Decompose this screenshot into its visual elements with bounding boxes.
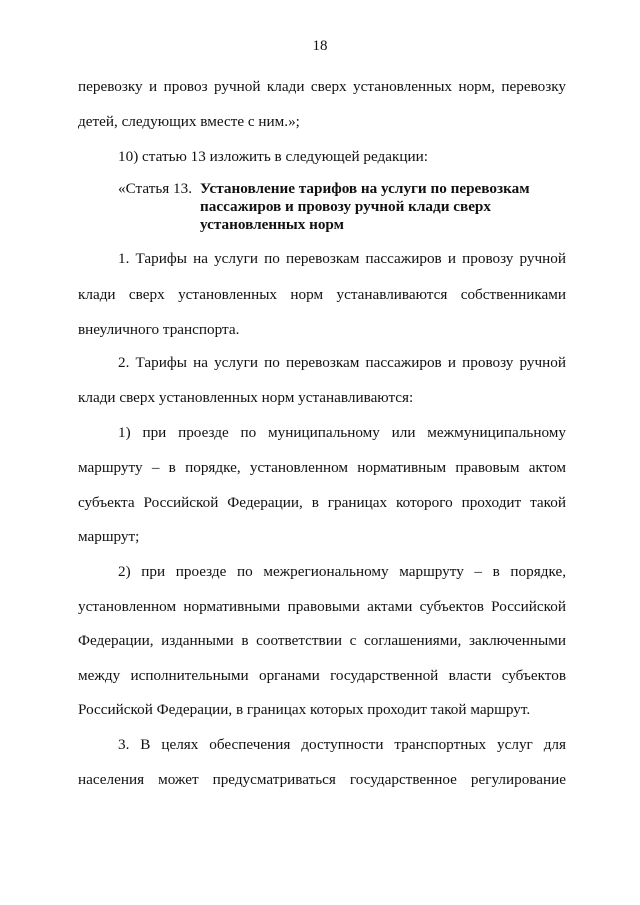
text-line: населения может предусматриваться государственное регулирование — [78, 771, 566, 788]
text-line: 3. В целях обеспечения доступности транспортных услуг для — [118, 736, 566, 753]
text-line: Российской Федерации, в границах которых проходит такой маршрут. — [78, 701, 531, 718]
text-line: клади сверх установленных норм устанавливаются собственниками — [78, 286, 566, 303]
text-line: 1. Тарифы на услуги по перевозкам пассажиров и провозу ручной — [118, 250, 566, 267]
article-number: «Статья 13. — [118, 180, 193, 197]
text-line: субъекта Российской Федерации, в границах которого проходит такой — [78, 494, 566, 511]
text-line: установленном нормативными правовыми актами субъектов Российской — [78, 598, 566, 615]
text-line: 10) статью 13 изложить в следующей редакции: — [118, 148, 428, 165]
text-line: 2) при проезде по межрегиональному маршруту – в порядке, — [118, 563, 566, 580]
article-title-line: установленных норм — [200, 216, 344, 233]
page-number: 18 — [312, 38, 328, 54]
text-line: 2. Тарифы на услуги по перевозкам пассажиров и провозу ручной — [118, 354, 566, 371]
text-line: внеуличного транспорта. — [78, 321, 240, 338]
text-line: 1) при проезде по муниципальному или межмуниципальному — [118, 424, 566, 441]
article-title-line: пассажиров и провозу ручной клади сверх — [200, 198, 491, 215]
text-line: между исполнительными органами государственной власти субъектов — [78, 667, 566, 684]
article-title — [200, 180, 530, 234]
text-line: Федерации, изданными в соответствии с соглашениями, заключенными — [78, 632, 566, 649]
text-line: перевозку и провоз ручной клади сверх установленных норм, перевозку — [78, 78, 566, 95]
text-line: детей, следующих вместе с ним.»; — [78, 113, 300, 130]
article-title-line: Установление тарифов на услуги по перевозкам — [200, 180, 530, 197]
text-line: маршрут; — [78, 528, 140, 545]
text-line: клади сверх установленных норм устанавливаются: — [78, 389, 414, 406]
text-line: маршруту – в порядке, установленном нормативным правовым актом — [78, 459, 566, 476]
